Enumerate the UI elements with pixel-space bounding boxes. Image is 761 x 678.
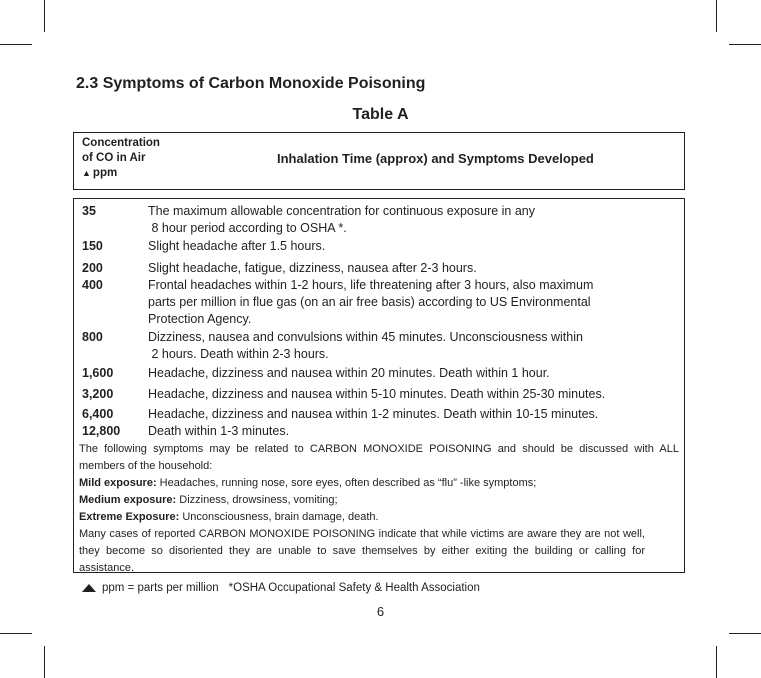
crop-mark xyxy=(44,0,45,32)
desc-line: Frontal headaches within 1-2 hours, life threatening after 3 hours, also maximum xyxy=(148,278,594,292)
table-body xyxy=(73,198,685,573)
symptoms-header: Inhalation Time (approx) and Symptoms Developed xyxy=(277,151,594,166)
medium-exposure-label: Medium exposure: xyxy=(79,494,177,506)
concentration-line2: of CO in Air xyxy=(82,152,146,164)
crop-mark xyxy=(729,44,761,45)
desc-line: Dizziness, nausea and convulsions within 45 minutes. Unconsciousness within xyxy=(148,330,583,344)
row-description xyxy=(148,365,668,382)
desc-line: The maximum allowable concentration for continuous exposure in any xyxy=(148,204,536,218)
desc-line: Headache, dizziness and nausea within 1-2 minutes. Death within 10-15 minutes. xyxy=(148,407,599,421)
row-description xyxy=(148,423,668,440)
medium-exposure-text: Dizziness, drowsiness, vomiting; xyxy=(176,494,338,506)
crop-mark xyxy=(729,633,761,634)
row-ppm: 150 xyxy=(82,239,103,253)
crop-mark xyxy=(0,633,32,634)
desc-line: Slight headache, fatigue, dizziness, nausea after 2-3 hours. xyxy=(148,261,477,275)
extreme-exposure-label: Extreme Exposure: xyxy=(79,511,180,523)
row-ppm: 1,600 xyxy=(82,366,114,380)
row-ppm: 800 xyxy=(82,330,103,344)
row-ppm: 3,200 xyxy=(82,387,114,401)
row-ppm: 12,800 xyxy=(82,424,121,438)
closing-paragraph: Many cases of reported CARBON MONOXIDE POISONING indicate that while victims are aware they are not well, they become so disoriented they are unable to save themselves by either exiting the building or calling for assistance. xyxy=(79,528,645,574)
triangle-icon: ▲ xyxy=(82,168,91,178)
ppm-definition: ppm = parts per million xyxy=(102,582,219,594)
footnote xyxy=(82,582,480,594)
desc-line: Headache, dizziness and nausea within 20 minutes. Death within 1 hour. xyxy=(148,366,550,380)
concentration-line1: Concentration xyxy=(82,137,160,149)
concentration-header xyxy=(82,136,160,181)
table-title: Table A xyxy=(352,106,409,123)
unit-row xyxy=(82,166,160,181)
row-ppm: 6,400 xyxy=(82,407,114,421)
table-header xyxy=(73,132,685,190)
extreme-exposure-text: Unconsciousness, brain damage, death. xyxy=(179,511,379,523)
crop-mark xyxy=(716,646,717,678)
crop-mark xyxy=(44,646,45,678)
desc-line: 2 hours. Death within 2-3 hours. xyxy=(148,347,329,361)
desc-line: Death within 1-3 minutes. xyxy=(148,424,290,438)
symptoms-intro: The following symptoms may be related to CARBON MONOXIDE POISONING and should be discussed with ALL members of the household: xyxy=(79,443,679,472)
desc-line: Slight headache after 1.5 hours. xyxy=(148,239,326,253)
row-ppm: 35 xyxy=(82,204,96,218)
extreme-exposure xyxy=(79,509,679,526)
row-description xyxy=(148,329,668,363)
section-title: 2.3 Symptoms of Carbon Monoxide Poisoning xyxy=(76,75,426,92)
desc-line: parts per million in flue gas (on an air free basis) according to US Environmental xyxy=(148,295,591,309)
row-description xyxy=(148,277,668,328)
crop-mark xyxy=(0,44,32,45)
mild-exposure xyxy=(79,475,679,492)
row-description xyxy=(148,386,668,403)
triangle-icon xyxy=(82,584,96,592)
desc-line: 8 hour period according to OSHA *. xyxy=(148,221,347,235)
unit-label: ppm xyxy=(92,167,118,179)
mild-exposure-text: Headaches, running nose, sore eyes, often described as “flu” -like symptoms; xyxy=(156,477,537,489)
crop-mark xyxy=(716,0,717,32)
page-number: 6 xyxy=(376,604,385,619)
desc-line: Protection Agency. xyxy=(148,312,252,326)
row-description xyxy=(148,406,668,423)
row-description xyxy=(148,238,668,255)
mild-exposure-label: Mild exposure: xyxy=(79,477,157,489)
osha-definition: *OSHA Occupational Safety & Health Association xyxy=(228,582,480,594)
medium-exposure xyxy=(79,492,679,509)
row-description xyxy=(148,203,668,237)
row-description xyxy=(148,260,668,277)
row-ppm: 400 xyxy=(82,278,103,292)
desc-line: Headache, dizziness and nausea within 5-10 minutes. Death within 25-30 minutes. xyxy=(148,387,606,401)
row-ppm: 200 xyxy=(82,261,103,275)
